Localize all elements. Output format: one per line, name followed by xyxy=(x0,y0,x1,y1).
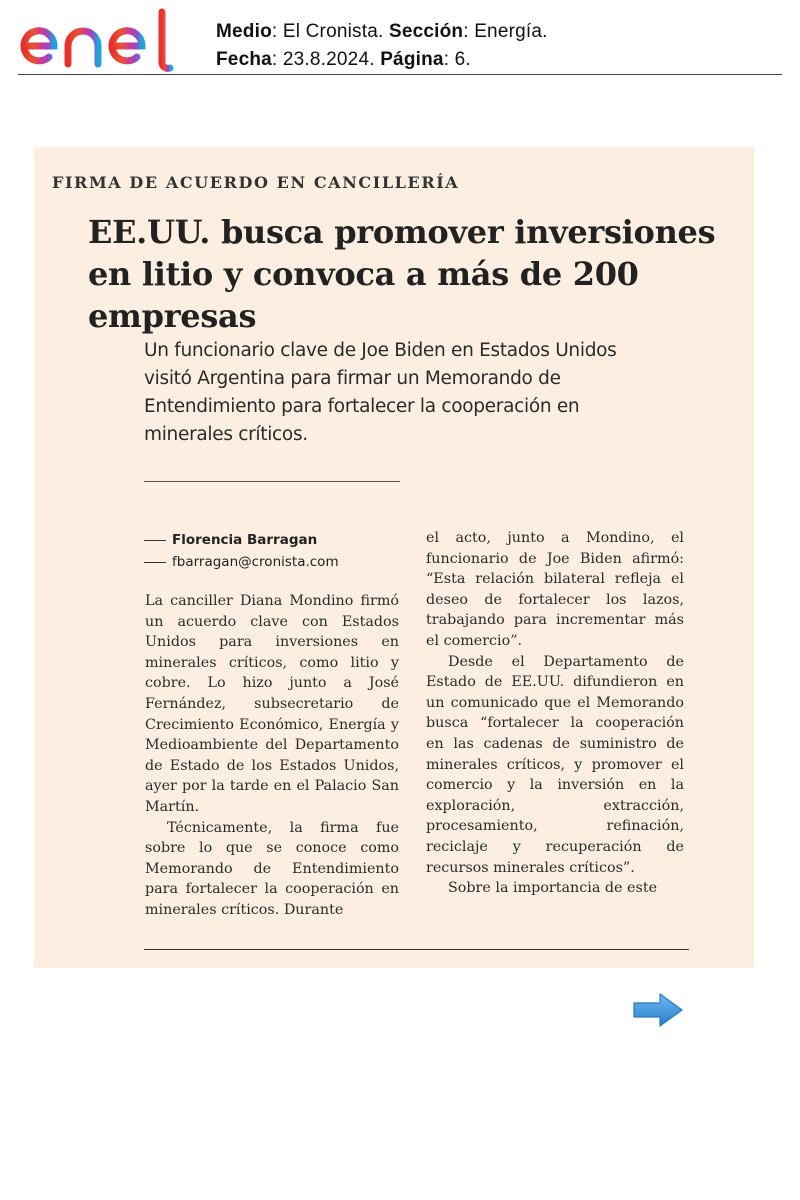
meta-line-1: Medio: El Cronista. Sección: Energía. xyxy=(216,21,548,42)
article-paragraph: Sobre la importancia de este xyxy=(448,880,658,897)
article-bottom-divider xyxy=(144,949,689,950)
author-name: Florencia Barragan xyxy=(172,532,318,548)
arrow-right-icon[interactable] xyxy=(632,992,684,1028)
document-header xyxy=(18,6,782,76)
enel-logo xyxy=(18,6,193,72)
article-paragraph: La canciller Diana Mondino firmó un acuerdo clave con Estados Unidos para inversiones en minerales críticos, como litio y cobre. Lo hizo junto a José Fernández, subsecretario de Crecimiento Económico, Energía y Medioambiente del Departamento de Estado de los Estados Unidos, ayer por la tarde en el Palacio San Martín. xyxy=(145,593,399,815)
pagina-label: Página xyxy=(380,49,444,70)
fecha-label: Fecha xyxy=(216,49,272,70)
byline-email-row xyxy=(144,551,339,573)
meta-line-2: Fecha: 23.8.2024. Página: 6. xyxy=(216,49,471,70)
byline-dash xyxy=(144,540,166,541)
article-paragraph: Técnicamente, la firma fue sobre lo que se conoce como Memorando de Entendimiento para fortalecer la cooperación en minerales críticos. Durante xyxy=(145,819,399,918)
article-paragraph: el acto, junto a Mondino, el funcionario de Joe Biden afirmó: “Esta relación bilateral refleja el deseo de fortalecer los lazos, trabajando para incrementar más el comercio”. xyxy=(426,530,684,649)
article-column-1 xyxy=(145,591,399,921)
article-column-2 xyxy=(426,528,684,899)
lead-divider xyxy=(144,481,400,482)
header-divider xyxy=(18,74,782,75)
newspaper-clipping xyxy=(34,147,754,968)
byline-author-row xyxy=(144,529,339,551)
pagina-value: 6. xyxy=(454,49,471,70)
publication-meta xyxy=(216,18,548,74)
article-kicker: FIRMA DE ACUERDO EN CANCILLERÍA xyxy=(52,173,460,192)
medio-value: El Cronista. xyxy=(282,21,384,42)
author-email: fbarragan@cronista.com xyxy=(172,554,339,570)
fecha-value: 23.8.2024. xyxy=(282,49,375,70)
article-headline: EE.UU. busca promover inversiones en litio y convoca a más de 200 empresas xyxy=(88,213,716,335)
article-paragraph: Desde el Departamento de Estado de EE.UU. difundieron en un comunicado que el Memorando busca “fortalecer la cooperación en las cadenas de suministro de minerales críticos, y promover el comercio y la inversión en la exploración, extracción, procesamiento, refinación, reciclaje y recuperación de recursos minerales críticos”. xyxy=(426,653,684,876)
byline xyxy=(144,529,339,573)
article-lead: Un funcionario clave de Joe Biden en Estados Unidos visitó Argentina para firmar un Memorando de Entendimiento para fortalecer la cooperación en minerales críticos. xyxy=(144,340,617,445)
medio-label: Medio xyxy=(216,21,272,42)
byline-dash xyxy=(144,562,166,563)
seccion-value: Energía. xyxy=(474,21,548,42)
seccion-label: Sección xyxy=(388,21,464,42)
